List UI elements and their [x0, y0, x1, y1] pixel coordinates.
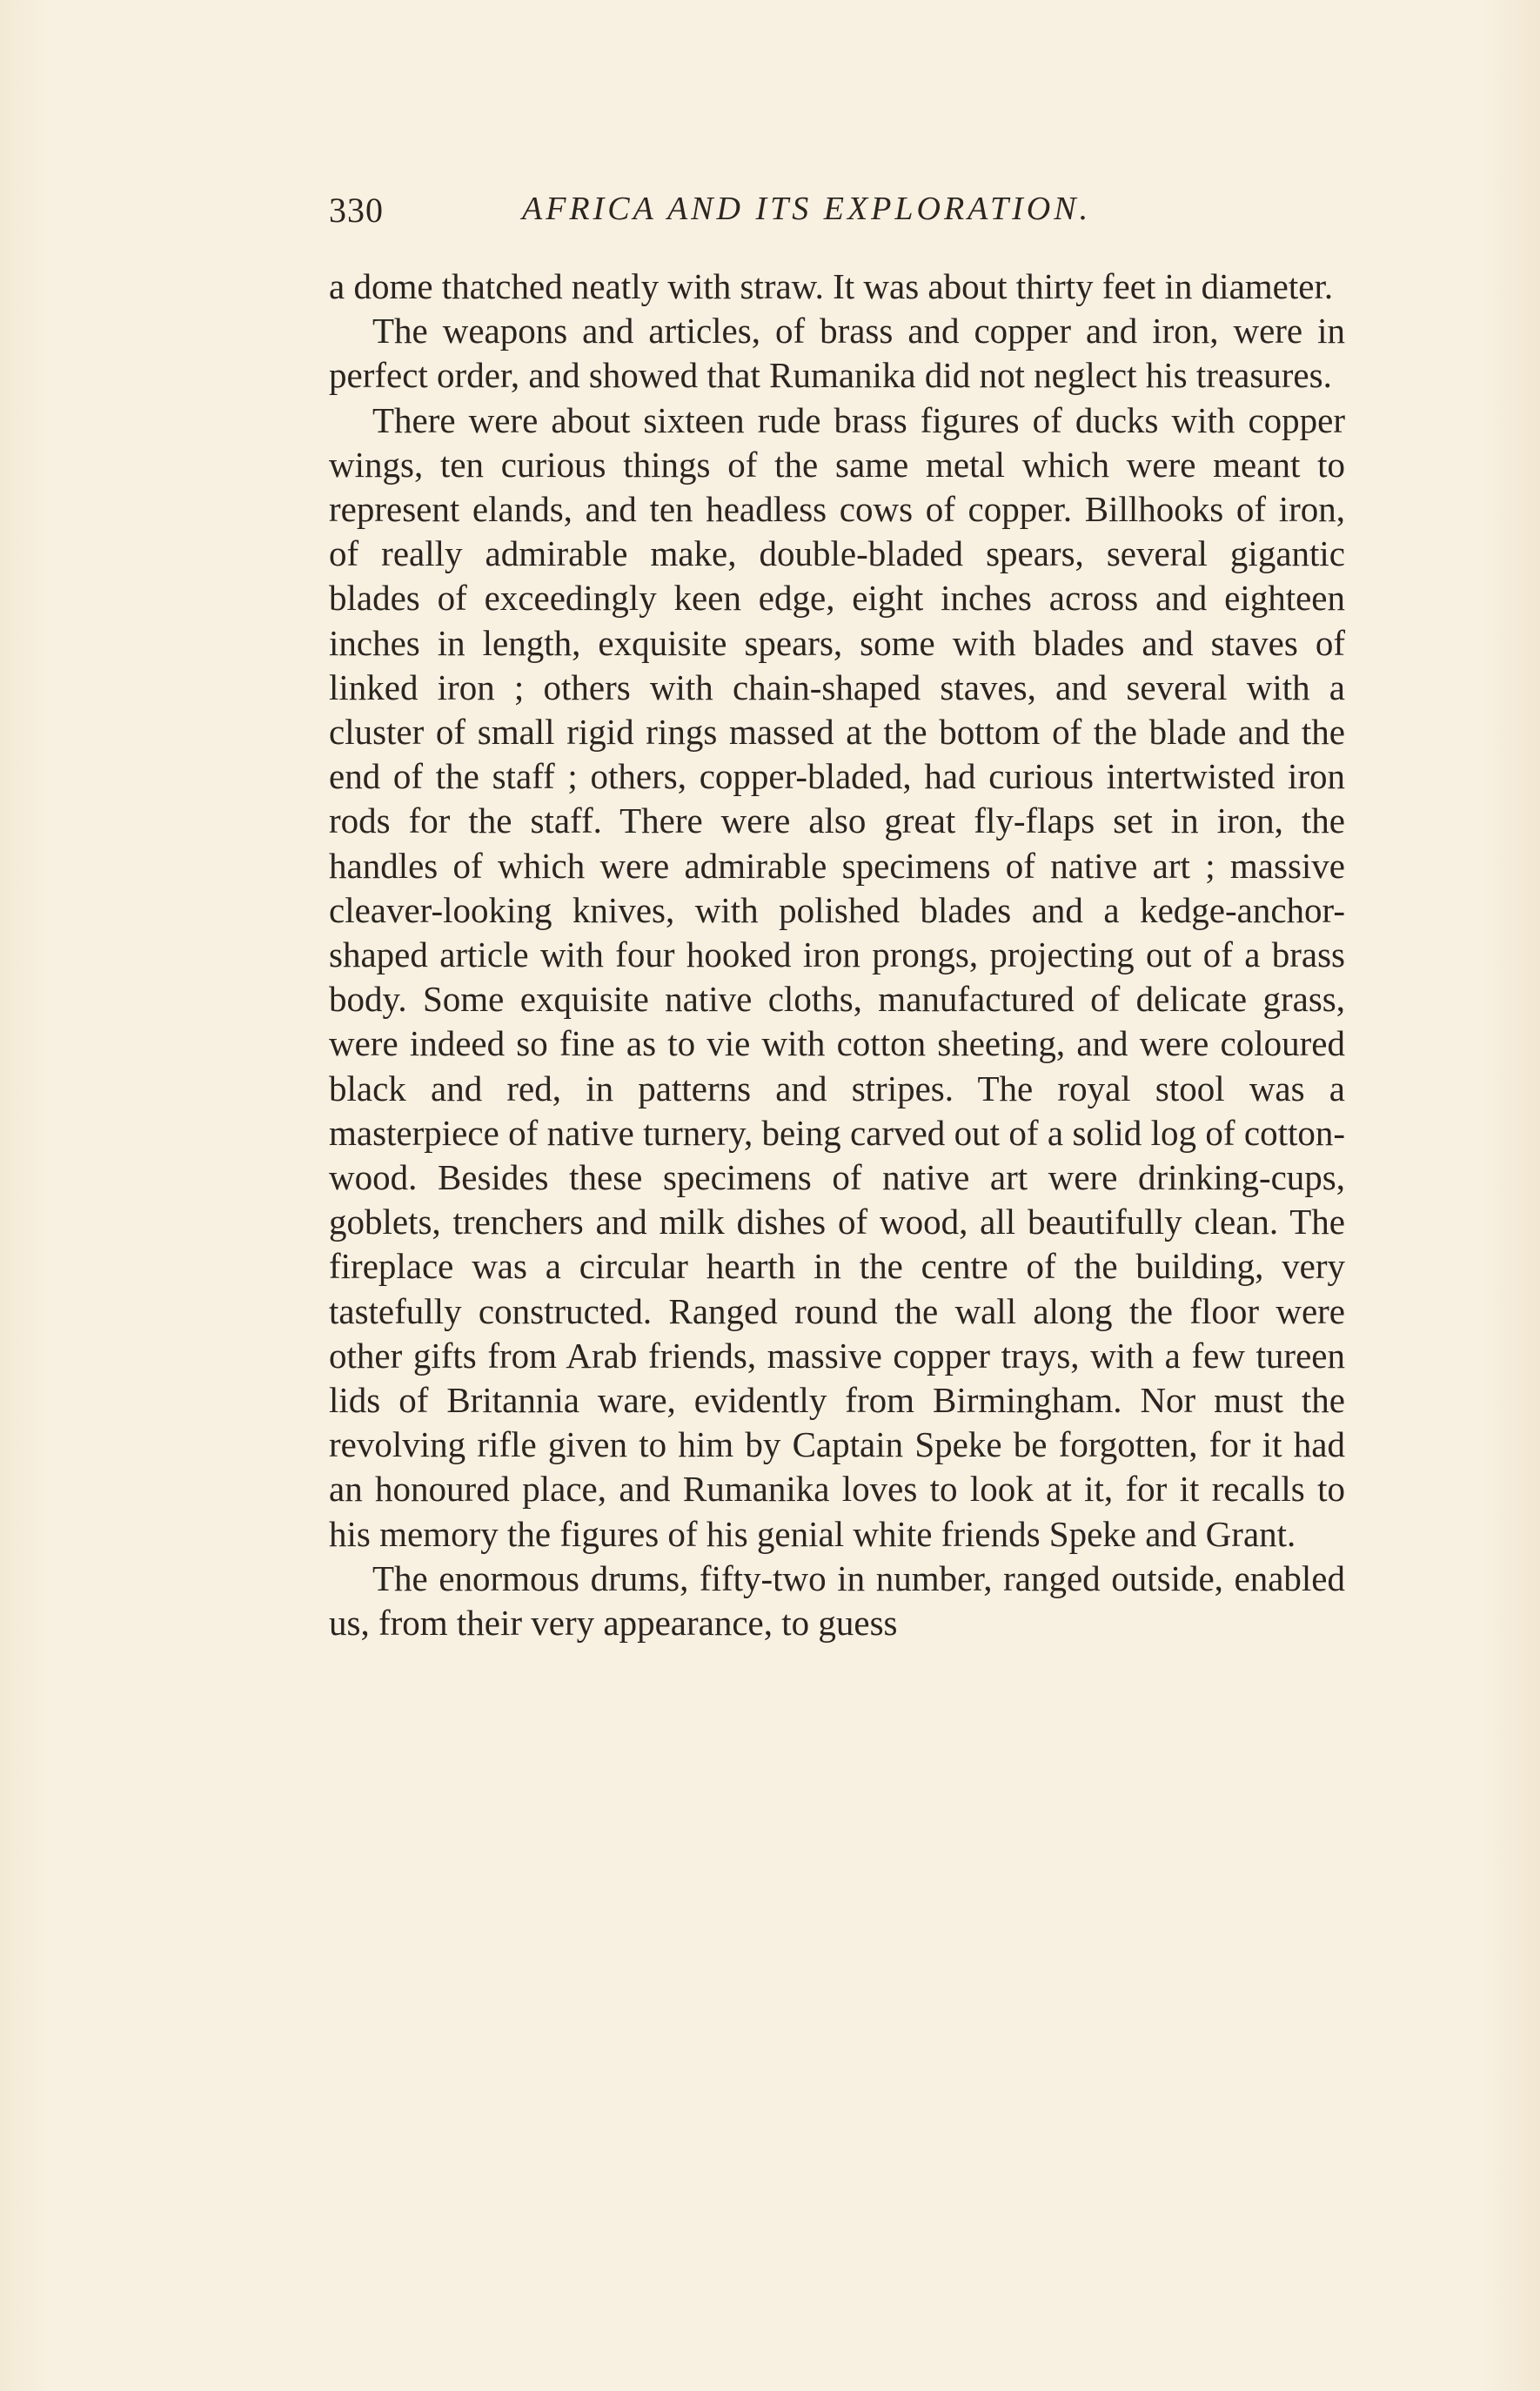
paragraph-weapons: The weapons and articles, of brass and copper and iron, were in perfect order, and showed that Rumanika did not neglect his treasures.	[329, 311, 1345, 396]
running-title: AFRICA AND ITS EXPLORATION.	[522, 191, 1092, 227]
paragraph-drums: The enormous drums, fifty-two in number, ranged outside, enabled us, from their very appearance, to guess	[329, 1557, 1345, 1644]
body-text	[329, 265, 1345, 1645]
page-number: 330	[329, 191, 384, 230]
page-header	[329, 190, 1347, 242]
paragraph-figures: There were about sixteen rude brass figures of ducks with copper wings, ten curious things of the same metal which were meant to represent elands, and ten headless cows of copper. Billhooks of iron, of really admirable make, double-bladed spears, several gigantic blades of exceedingly keen edge, eight inches across and eighteen inches in length, exquisite spears, some with blades and staves of linked iron ; others with chain-shaped staves, and several with a cluster of small rigid rings massed at the bottom of the blade and the end of the staff ; others, copper-bladed, had curious intertwisted iron rods for the staff. There were also great fly-flaps set in iron, the handles of which were admirable specimens of native art ; massive cleaver-looking knives, with polished blades and a kedge-anchor-shaped article with four hooked iron prongs, projecting out of a brass body. Some exquisite native cloths, manufactured of delicate grass, were indeed so fine as to vie with cotton sheeting, and were coloured black and red, in patterns and stripes. The royal stool was a masterpiece of native turnery, being carved out of a solid log of cotton-wood. Besides these specimens of native art were drinking-cups, goblets, trenchers and milk dishes of wood, all beautifully clean. The fireplace was a circular hearth in the centre of the building, very tastefully constructed. Ranged round the wall along the floor were other gifts from Arab friends, massive copper trays, with a few tureen lids of Britannia ware, evidently from Birmingham. Nor must the revolving rifle given to him by Captain Speke be forgotten, for it had an honoured place, and Rumanika loves to look at it, for it recalls to his memory the figures of his genial white friends Speke and Grant.	[329, 399, 1345, 1554]
paragraph-continuation: a dome thatched neatly with straw. It was about thirty feet in diameter.	[329, 266, 1334, 306]
